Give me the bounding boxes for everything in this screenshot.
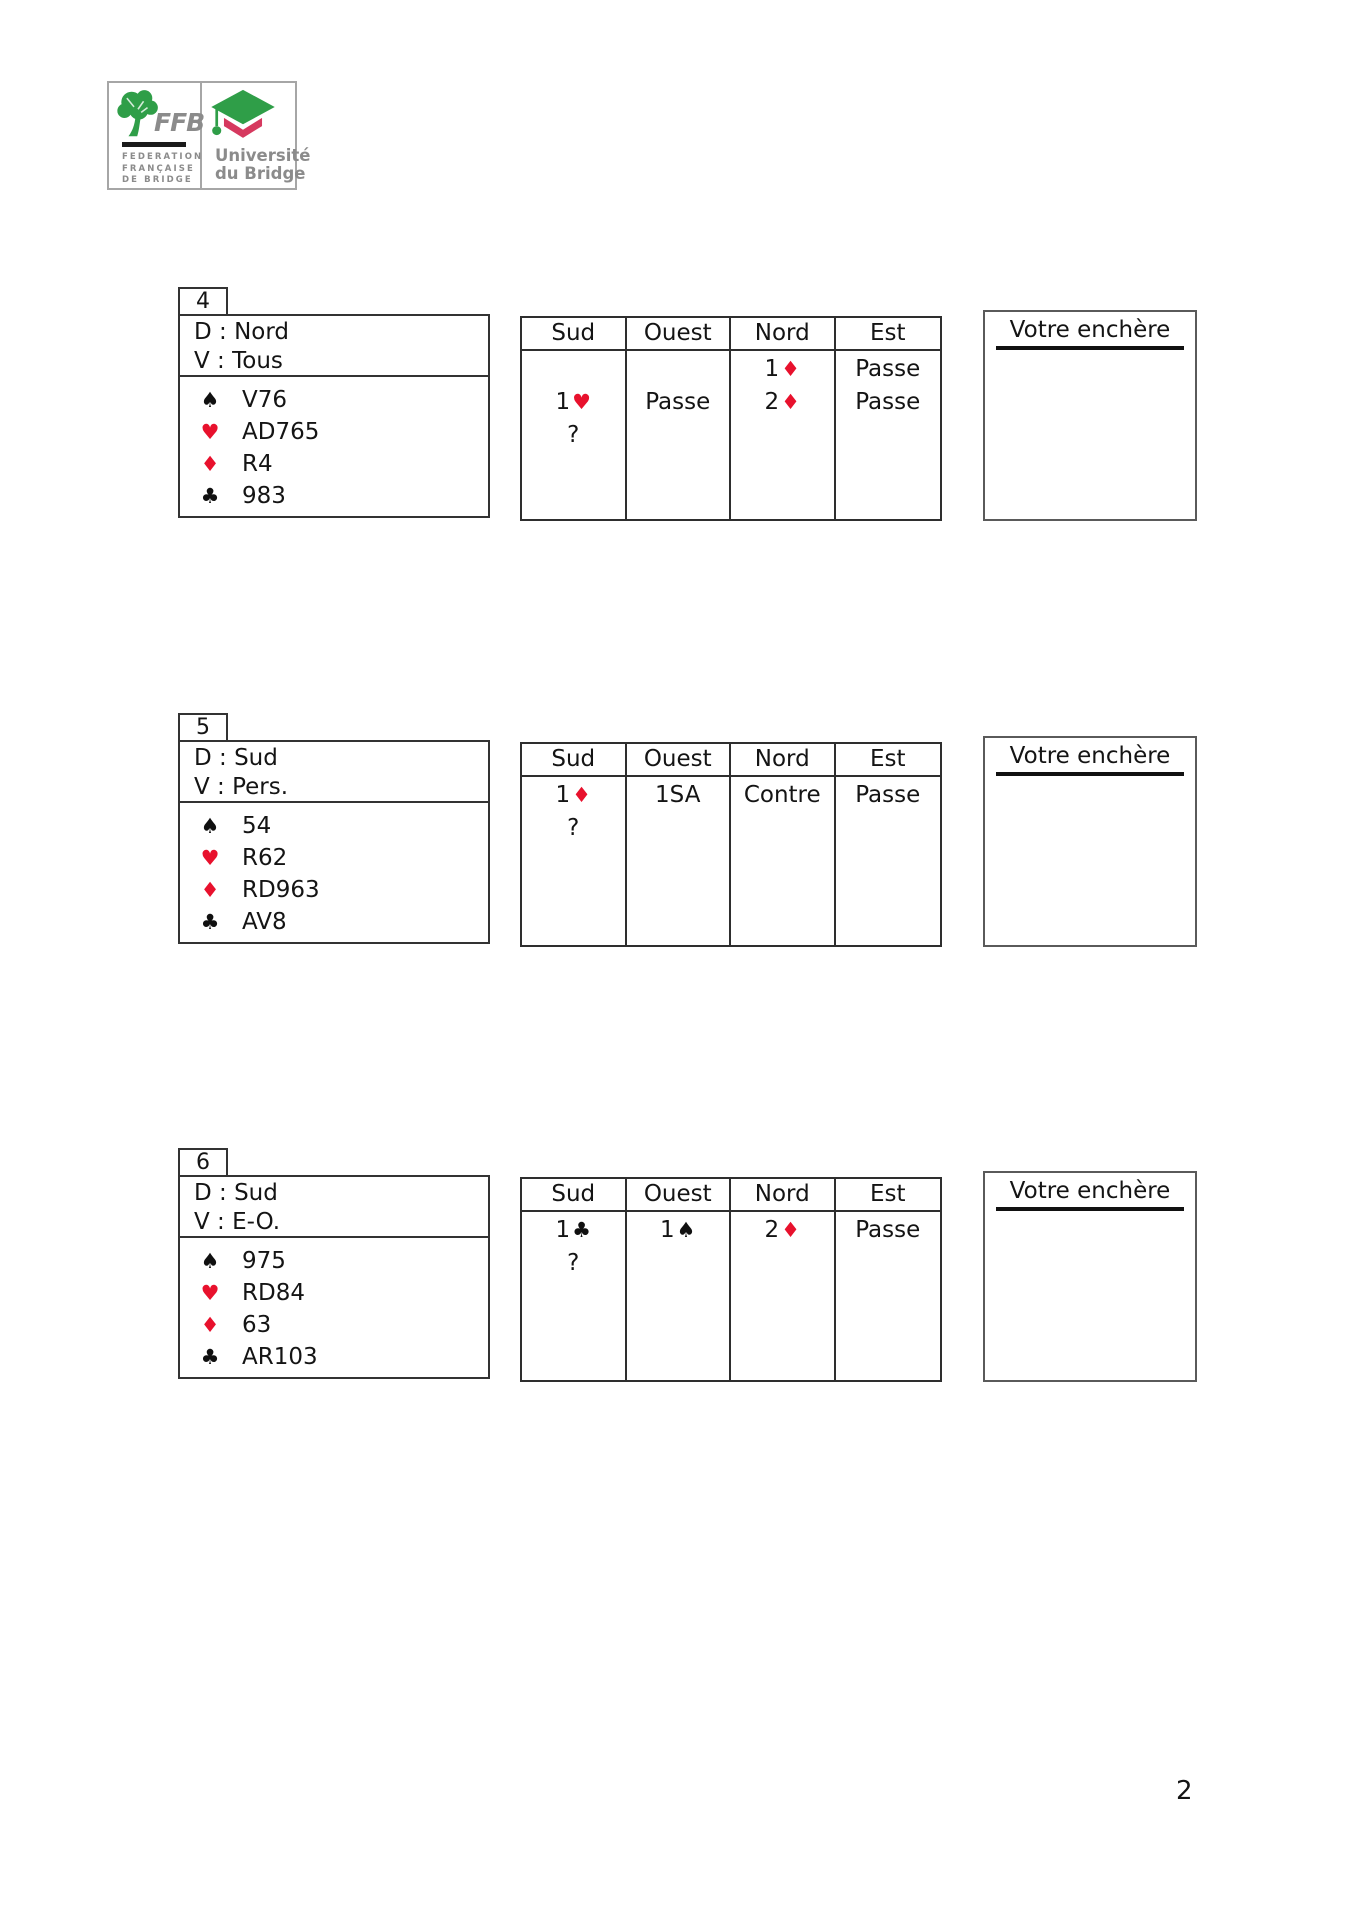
bid: 1♣ <box>555 1217 591 1243</box>
auction-header-sud: Sud <box>522 744 627 775</box>
bid: ? <box>567 1250 580 1276</box>
federation-text <box>122 152 203 187</box>
bid <box>627 353 730 386</box>
bid: 1♥ <box>555 389 591 415</box>
spade-icon: ♠ <box>200 814 220 838</box>
ffb-logo-left-panel <box>109 83 205 188</box>
hearts-cards: AD765 <box>242 419 320 445</box>
logo-divider-bar <box>122 142 186 147</box>
auction-table <box>520 742 942 947</box>
auction-header-ouest: Ouest <box>627 1179 732 1210</box>
bid: Passe <box>855 356 921 382</box>
auction-column-ouest <box>627 1212 732 1380</box>
diamond-icon: ♦ <box>781 1218 800 1242</box>
university-cap-icon <box>209 88 277 146</box>
diamonds-cards: RD963 <box>242 877 320 903</box>
university-text <box>215 147 310 183</box>
university-logo-panel <box>202 83 311 188</box>
exercise-number-tab: 5 <box>178 713 228 740</box>
dealer-line: D : Sud <box>194 1180 278 1206</box>
vulnerability-line: V : Tous <box>194 348 283 374</box>
auction-body <box>522 351 940 519</box>
hand-row <box>180 480 488 512</box>
auction-column-nord <box>731 777 836 945</box>
bid: 1♠ <box>660 1217 696 1243</box>
answer-line <box>996 772 1184 776</box>
auction-column-est <box>836 1212 941 1380</box>
bid: Passe <box>645 389 711 415</box>
deal-info-box <box>178 740 490 803</box>
deal-info-box <box>178 314 490 377</box>
spade-icon: ♠ <box>200 1249 220 1273</box>
auction-header-row <box>522 744 940 777</box>
exercise-block-5 <box>0 713 1357 958</box>
spades-cards: 975 <box>242 1248 286 1274</box>
your-bid-label: Votre enchère <box>1009 317 1171 343</box>
auction-column-sud <box>522 1212 627 1380</box>
hand-row <box>180 874 488 906</box>
auction-column-est <box>836 351 941 519</box>
auction-header-ouest: Ouest <box>627 744 732 775</box>
hand-row <box>180 810 488 842</box>
heart-icon: ♥ <box>572 390 591 414</box>
spades-cards: V76 <box>242 387 288 413</box>
bid: Passe <box>855 782 921 808</box>
clubs-cards: AV8 <box>242 909 287 935</box>
spade-icon: ♠ <box>676 1218 696 1242</box>
answer-line <box>996 1207 1184 1211</box>
hand-row <box>180 416 488 448</box>
ffb-logo <box>107 81 311 190</box>
hand-row <box>180 1277 488 1309</box>
bid: Contre <box>743 782 821 808</box>
auction-header-nord: Nord <box>731 1179 836 1210</box>
hand-row <box>180 1341 488 1373</box>
bid: ? <box>567 422 580 448</box>
auction-header-est: Est <box>869 1181 906 1207</box>
your-bid-label: Votre enchère <box>1009 743 1171 769</box>
auction-header-est: Est <box>869 320 906 346</box>
diamond-icon: ♦ <box>200 1313 220 1337</box>
diamond-icon: ♦ <box>781 390 800 414</box>
diamonds-cards: 63 <box>242 1312 272 1338</box>
dealer-line: D : Sud <box>194 745 278 771</box>
diamonds-cards: R4 <box>242 451 273 477</box>
hand-row <box>180 842 488 874</box>
page-number: 2 <box>1176 1776 1193 1806</box>
hand-box <box>178 1238 490 1379</box>
bid: Passe <box>855 389 921 415</box>
exercise-number-tab: 4 <box>178 287 228 314</box>
auction-header-ouest: Ouest <box>627 318 732 349</box>
auction-header-sud: Sud <box>522 318 627 349</box>
bid: 1♦ <box>764 356 800 382</box>
bid: 1♦ <box>555 782 591 808</box>
spades-cards: 54 <box>242 813 272 839</box>
university-line: Université <box>215 146 311 165</box>
club-icon: ♣ <box>200 910 220 934</box>
bid: Passe <box>855 1217 921 1243</box>
auction-table <box>520 1177 942 1382</box>
auction-column-nord <box>731 351 836 519</box>
your-bid-box <box>983 736 1197 947</box>
dealer-line: D : Nord <box>194 319 290 345</box>
hand-row <box>180 1245 488 1277</box>
diamond-icon: ♦ <box>200 878 220 902</box>
hand-row <box>180 1309 488 1341</box>
federation-line: FRANÇAISE <box>122 163 195 174</box>
auction-column-est <box>836 777 941 945</box>
vulnerability-line: V : E-O. <box>194 1209 281 1235</box>
bid: ? <box>567 815 580 841</box>
auction-column-ouest <box>627 351 732 519</box>
hand-row <box>180 384 488 416</box>
auction-header-sud: Sud <box>522 1179 627 1210</box>
deal-info-box <box>178 1175 490 1238</box>
exercise-block-6 <box>0 1148 1357 1393</box>
diamond-icon: ♦ <box>781 357 800 381</box>
diamond-icon: ♦ <box>572 783 591 807</box>
ffb-acronym: FFB <box>154 108 205 137</box>
bid <box>522 353 625 386</box>
auction-column-sud <box>522 777 627 945</box>
exercise-number-tab: 6 <box>178 1148 228 1175</box>
heart-icon: ♥ <box>200 846 220 870</box>
auction-body <box>522 1212 940 1380</box>
auction-header-nord: Nord <box>731 318 836 349</box>
diamond-icon: ♦ <box>200 452 220 476</box>
hand-row <box>180 448 488 480</box>
hand-box <box>178 377 490 518</box>
answer-line <box>996 346 1184 350</box>
bid: 2♦ <box>764 1217 800 1243</box>
club-icon: ♣ <box>200 484 220 508</box>
auction-header-est: Est <box>869 746 906 772</box>
your-bid-box <box>983 1171 1197 1382</box>
heart-icon: ♥ <box>200 420 220 444</box>
university-line: du Bridge <box>215 164 306 183</box>
federation-line: DE BRIDGE <box>122 175 193 185</box>
auction-header-row <box>522 318 940 351</box>
exercise-block-4 <box>0 287 1357 532</box>
clubs-cards: AR103 <box>242 1344 318 1370</box>
club-icon: ♣ <box>200 1345 220 1369</box>
hand-box <box>178 803 490 944</box>
federation-line: FEDERATION <box>122 152 204 162</box>
auction-column-sud <box>522 351 627 519</box>
hearts-cards: R62 <box>242 845 288 871</box>
auction-header-nord: Nord <box>731 744 836 775</box>
spade-icon: ♠ <box>200 388 220 412</box>
your-bid-label: Votre enchère <box>1009 1178 1171 1204</box>
hand-row <box>180 906 488 938</box>
auction-column-nord <box>731 1212 836 1380</box>
hearts-cards: RD84 <box>242 1280 305 1306</box>
bid: 2♦ <box>764 389 800 415</box>
auction-body <box>522 777 940 945</box>
clubs-cards: 983 <box>242 483 286 509</box>
auction-header-row <box>522 1179 940 1212</box>
auction-table <box>520 316 942 521</box>
club-icon: ♣ <box>572 1218 591 1242</box>
your-bid-box <box>983 310 1197 521</box>
bid: 1SA <box>655 782 701 808</box>
vulnerability-line: V : Pers. <box>194 774 289 800</box>
heart-icon: ♥ <box>200 1281 220 1305</box>
auction-column-ouest <box>627 777 732 945</box>
